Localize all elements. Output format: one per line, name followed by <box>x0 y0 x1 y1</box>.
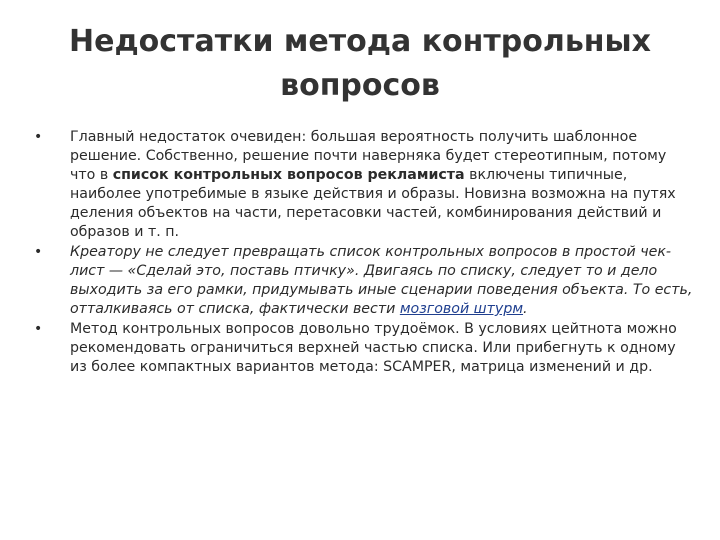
bullet-marker: • <box>34 244 43 260</box>
bullet-1-text-before: Главный недостаток очевиден: большая вероятность получить шаблонное решение. Собственно, решение почти наверняка будет стереотипным, потому что в <box>70 129 667 183</box>
bullet-list <box>34 128 694 378</box>
bullet-item-2 <box>34 243 694 319</box>
bullet-2-text-before: Креатору не следует превращать список контрольных вопросов в простой чек-лист — «Сделай это, поставь птичку». Двигаясь по списку, следует то и дело выходить за его рамки, придумывать иные сценарии поведения объекта. То есть, отталкиваясь от списка, фактически вести <box>70 244 693 317</box>
bullet-1-text-after: включены типичные, наиболее употребимые в языке действия и образы. Новизна возможна на путях деления объектов на части, перетасовки частей, комбинирования действий и образов и т. п. <box>70 167 676 240</box>
bullet-2-text-after: . <box>523 301 528 317</box>
brainstorm-link[interactable]: мозговой штурм <box>399 301 524 317</box>
bullet-3-text: Метод контрольных вопросов довольно трудоёмок. В условиях цейтнота можно рекомендовать ограничиться верхней частью списка. Или прибегнуть к одному из более компактных вариантов метода: SCAMPER, матрица изменений и др. <box>70 321 677 375</box>
slide-title-line-1: Недостатки метода контрольных <box>68 24 652 59</box>
slide-title <box>0 20 720 108</box>
bullet-marker: • <box>34 129 43 145</box>
bullet-1-bold-text: список контрольных вопросов рекламиста <box>112 167 465 183</box>
slide-title-line-2: вопросов <box>280 68 440 103</box>
bullet-item-3 <box>34 320 694 377</box>
bullet-item-1 <box>34 128 694 242</box>
bullet-marker: • <box>34 321 43 337</box>
